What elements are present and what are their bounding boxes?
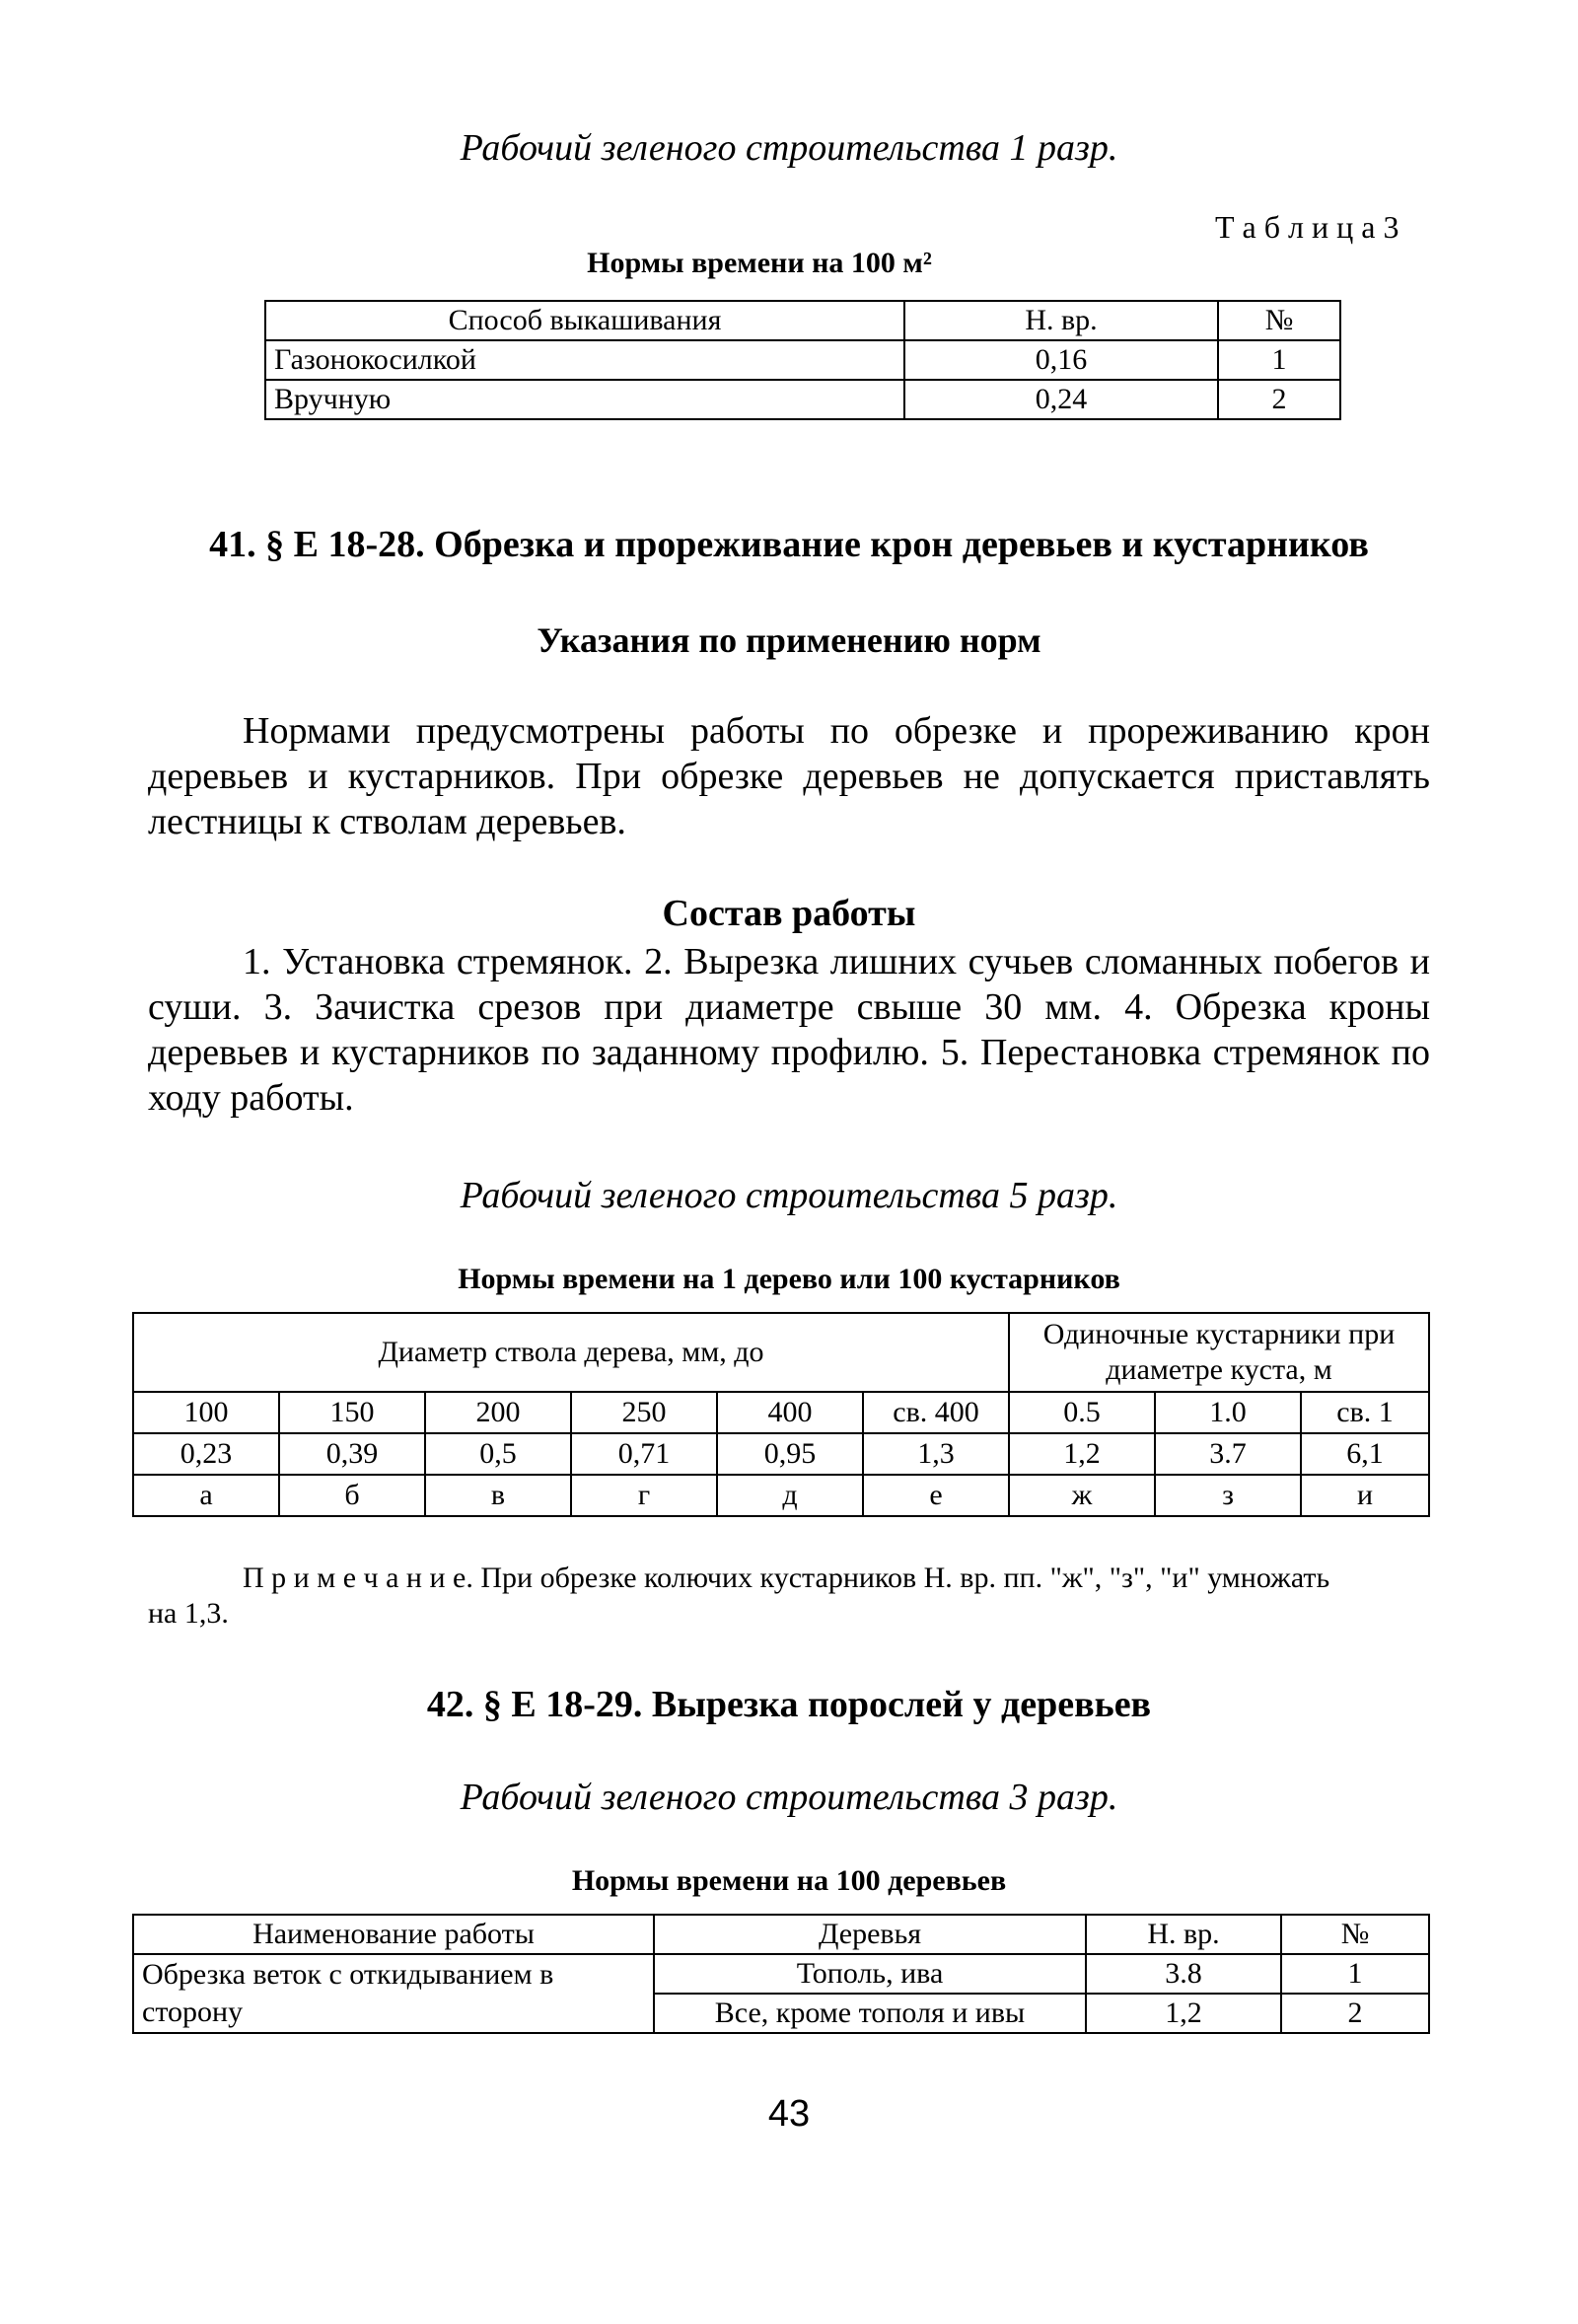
table-cell: 0,16 [904, 340, 1218, 380]
code-cell: з [1155, 1475, 1301, 1516]
section-42-heading: 42. § Е 18-29. Вырезка порослей у деревьев [426, 1684, 1152, 1725]
header-cell: Наименование работы [133, 1915, 654, 1954]
table-cell: Тополь, ива [654, 1954, 1086, 1994]
table-cell: Все, кроме тополя и ивы [654, 1994, 1086, 2033]
header-cell: № [1218, 301, 1340, 340]
value-cell: 0,95 [717, 1433, 863, 1475]
table-cell: 1,2 [1086, 1994, 1281, 2033]
worker-grade-1: Рабочий зеленого строительства 1 разр. [460, 127, 1118, 169]
group-header-shrub-diameter: Одиночные кустарники при диаметре куста, м [1009, 1313, 1429, 1392]
section-41-heading: 41. § Е 18-28. Обрезка и прореживание крон деревьев и кустарников [209, 524, 1369, 565]
size-cell: св. 1 [1301, 1392, 1429, 1433]
table-row [265, 340, 1340, 380]
composition-paragraph: 1. Установка стремянок. 2. Вырезка лишних сучьев сломанных побегов и суши. 3. Зачистка срезов при диаметре свыше 30 мм. 4. Обрезка кроны деревьев и кустарников по заданному профилю. 5. Перестановка стремянок по ходу работы. [148, 941, 1430, 1119]
note-text: При обрезке колючих кустарников Н. вр. пп. "ж", "з", "и" умножать на 1,3. [148, 1561, 1330, 1630]
code-cell: ж [1009, 1475, 1155, 1516]
instructions-paragraph: Нормами предусмотрены работы по обрезке и прореживанию крон деревьев и кустарников. При обрезке деревьев не допускается приставлять лестницы к стволам деревьев. [148, 710, 1430, 842]
table3-title: Нормы времени на 100 м² [587, 247, 932, 279]
table-cell: 3.8 [1086, 1954, 1281, 1994]
header-cell: Н. вр. [904, 301, 1218, 340]
composition-title: Состав работы [662, 893, 916, 934]
table-cell: 2 [1218, 380, 1340, 419]
growth-removal-norms-table [132, 1914, 1430, 2034]
table-header-row [133, 1313, 1429, 1392]
size-cell: 100 [133, 1392, 279, 1433]
header-cell: Способ выкашивания [265, 301, 904, 340]
table-row-sizes [133, 1392, 1429, 1433]
value-cell: 3.7 [1155, 1433, 1301, 1475]
instructions-text-block [148, 708, 1430, 844]
table-label: Т а б л и ц а 3 [1215, 209, 1399, 245]
size-cell: 150 [279, 1392, 425, 1433]
table-cell: Газонокосилкой [265, 340, 904, 380]
size-cell: 0.5 [1009, 1392, 1155, 1433]
table-cell: 1 [1281, 1954, 1429, 1994]
value-cell: 0,39 [279, 1433, 425, 1475]
table-trees-title: Нормы времени на 1 дерево или 100 кустарников [458, 1263, 1120, 1295]
code-cell: д [717, 1475, 863, 1516]
group-header-trunk-diameter: Диаметр ствола дерева, мм, до [133, 1313, 1009, 1392]
instructions-title: Указания по применению норм [537, 620, 1041, 660]
value-cell: 0,5 [425, 1433, 571, 1475]
value-cell: 1,2 [1009, 1433, 1155, 1475]
value-cell: 0,23 [133, 1433, 279, 1475]
table-header-row [133, 1915, 1429, 1954]
composition-text-block [148, 939, 1430, 1121]
value-cell: 1,3 [863, 1433, 1009, 1475]
work-name-cell: Обрезка веток с откидыванием в сторону [133, 1954, 654, 2033]
code-cell: а [133, 1475, 279, 1516]
tree-pruning-norms-table [132, 1312, 1430, 1517]
header-cell: Деревья [654, 1915, 1086, 1954]
code-cell: в [425, 1475, 571, 1516]
worker-grade-3: Рабочий зеленого строительства 3 разр. [460, 1777, 1118, 1818]
value-cell: 6,1 [1301, 1433, 1429, 1475]
header-cell: № [1281, 1915, 1429, 1954]
value-cell: 0,71 [571, 1433, 717, 1475]
size-cell: 200 [425, 1392, 571, 1433]
header-cell: Н. вр. [1086, 1915, 1281, 1954]
table-header-row [265, 301, 1340, 340]
table-row-codes [133, 1475, 1429, 1516]
code-cell: г [571, 1475, 717, 1516]
size-cell: св. 400 [863, 1392, 1009, 1433]
worker-grade-5: Рабочий зеленого строительства 5 разр. [460, 1175, 1118, 1216]
table-row [133, 1954, 1429, 1994]
code-cell: б [279, 1475, 425, 1516]
size-cell: 1.0 [1155, 1392, 1301, 1433]
size-cell: 250 [571, 1392, 717, 1433]
table-row-values [133, 1433, 1429, 1475]
size-cell: 400 [717, 1392, 863, 1433]
mowing-norms-table [264, 300, 1341, 420]
table-row [265, 380, 1340, 419]
code-cell: и [1301, 1475, 1429, 1516]
note-block [148, 1561, 1361, 1632]
note-label: П р и м е ч а н и е. [243, 1561, 473, 1594]
page-number: 43 [767, 2093, 811, 2135]
table-cell: 1 [1218, 340, 1340, 380]
table-growth-title: Нормы времени на 100 деревьев [571, 1864, 1007, 1897]
table-cell: Вручную [265, 380, 904, 419]
table-cell: 0,24 [904, 380, 1218, 419]
table-cell: 2 [1281, 1994, 1429, 2033]
code-cell: е [863, 1475, 1009, 1516]
